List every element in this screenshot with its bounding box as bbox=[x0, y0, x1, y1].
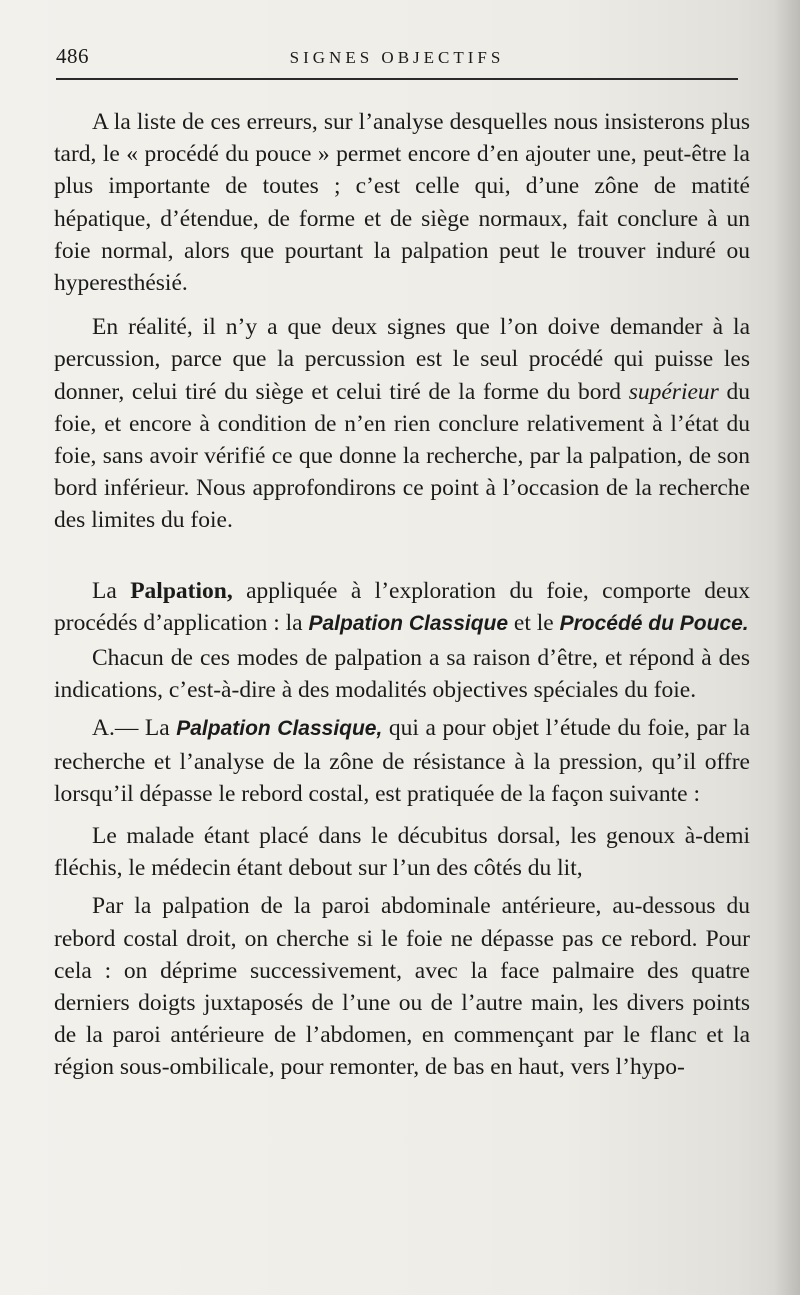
body-text bbox=[54, 106, 750, 1084]
paragraph-modes: Chacun de ces modes de palpation a sa raison d’être, et répond à des indications, c’est-à-dire à des modalités objectives spéciales du foie. bbox=[54, 645, 750, 704]
paragraph-palpation-intro: La Palpation, appliquée à l’exploration du foie, comporte deux procédés d’application : la Palpation Classique et le Procédé du Pouce. bbox=[54, 577, 750, 636]
term-procede-du-pouce: Procédé du Pouce. bbox=[559, 611, 749, 635]
page-edge-shadow bbox=[774, 0, 800, 1295]
term-palpation: Palpation, bbox=[130, 577, 233, 604]
paragraph-percussion: En réalité, il n’y a que deux signes que l’on doive demander à la percussion, parce que la percussion est le seul procédé qui puisse les donner, celui tiré du siège et celui tiré de la forme du bord supérieur du foie, et encore à condition de n’en rien conclure relativement à l’état du foie, sans avoir vérifié ce que donne la recherche, par la palpation, de son bord inférieur. Nous approfondirons ce point à l’occasion de la recherche des limites du foie. bbox=[54, 314, 751, 534]
page-header bbox=[56, 44, 738, 74]
paragraph-palpation-method: Par la palpation de la paroi abdominale antérieure, au-dessous du rebord costal droit, on cherche si le foie ne dépasse pas ce rebord. Pour cela : on déprime successivement, avec la face palmaire des quatre derniers doigts juxtaposés de l’une ou de l’autre main, les divers points de la paroi antérieure de l’abdomen, en commençant par le flanc et la région sous-ombilicale, pour remonter, de bas en haut, vers l’hypo- bbox=[54, 893, 750, 1081]
running-title: SIGNES OBJECTIFS bbox=[289, 48, 505, 67]
term-palpation-classique: Palpation Classique bbox=[308, 611, 509, 635]
emphasis-superieur: supérieur bbox=[628, 378, 719, 405]
paragraph-errors: A la liste de ces erreurs, sur l’analyse desquelles nous insisterons plus tard, le « procédé du pouce » permet encore d’en ajouter une, peut-être la plus importante de toutes ; c’est celle qui, d’une zône de matité hépatique, d’étendue, de forme et de siège normaux, fait conclure à un foie normal, alors que pourtant la palpation peut le trouver induré ou hyperesthésié. bbox=[54, 109, 750, 297]
paragraph-patient-position: Le malade étant placé dans le décubitus dorsal, les genoux à-demi fléchis, le médecin étant debout sur l’un des côtés du lit, bbox=[54, 823, 750, 882]
page-number: 486 bbox=[56, 44, 89, 68]
term-palpation-classique-a: Palpation Classique, bbox=[176, 717, 383, 741]
header-rule bbox=[56, 78, 738, 80]
paragraph-section-a: A.— La Palpation Classique, qui a pour objet l’étude du foie, par la recherche et l’analyse de la zône de résistance à la pression, qu’il offre lorsqu’il dépasse le rebord costal, est pratiquée de la façon suivante : bbox=[54, 715, 750, 807]
